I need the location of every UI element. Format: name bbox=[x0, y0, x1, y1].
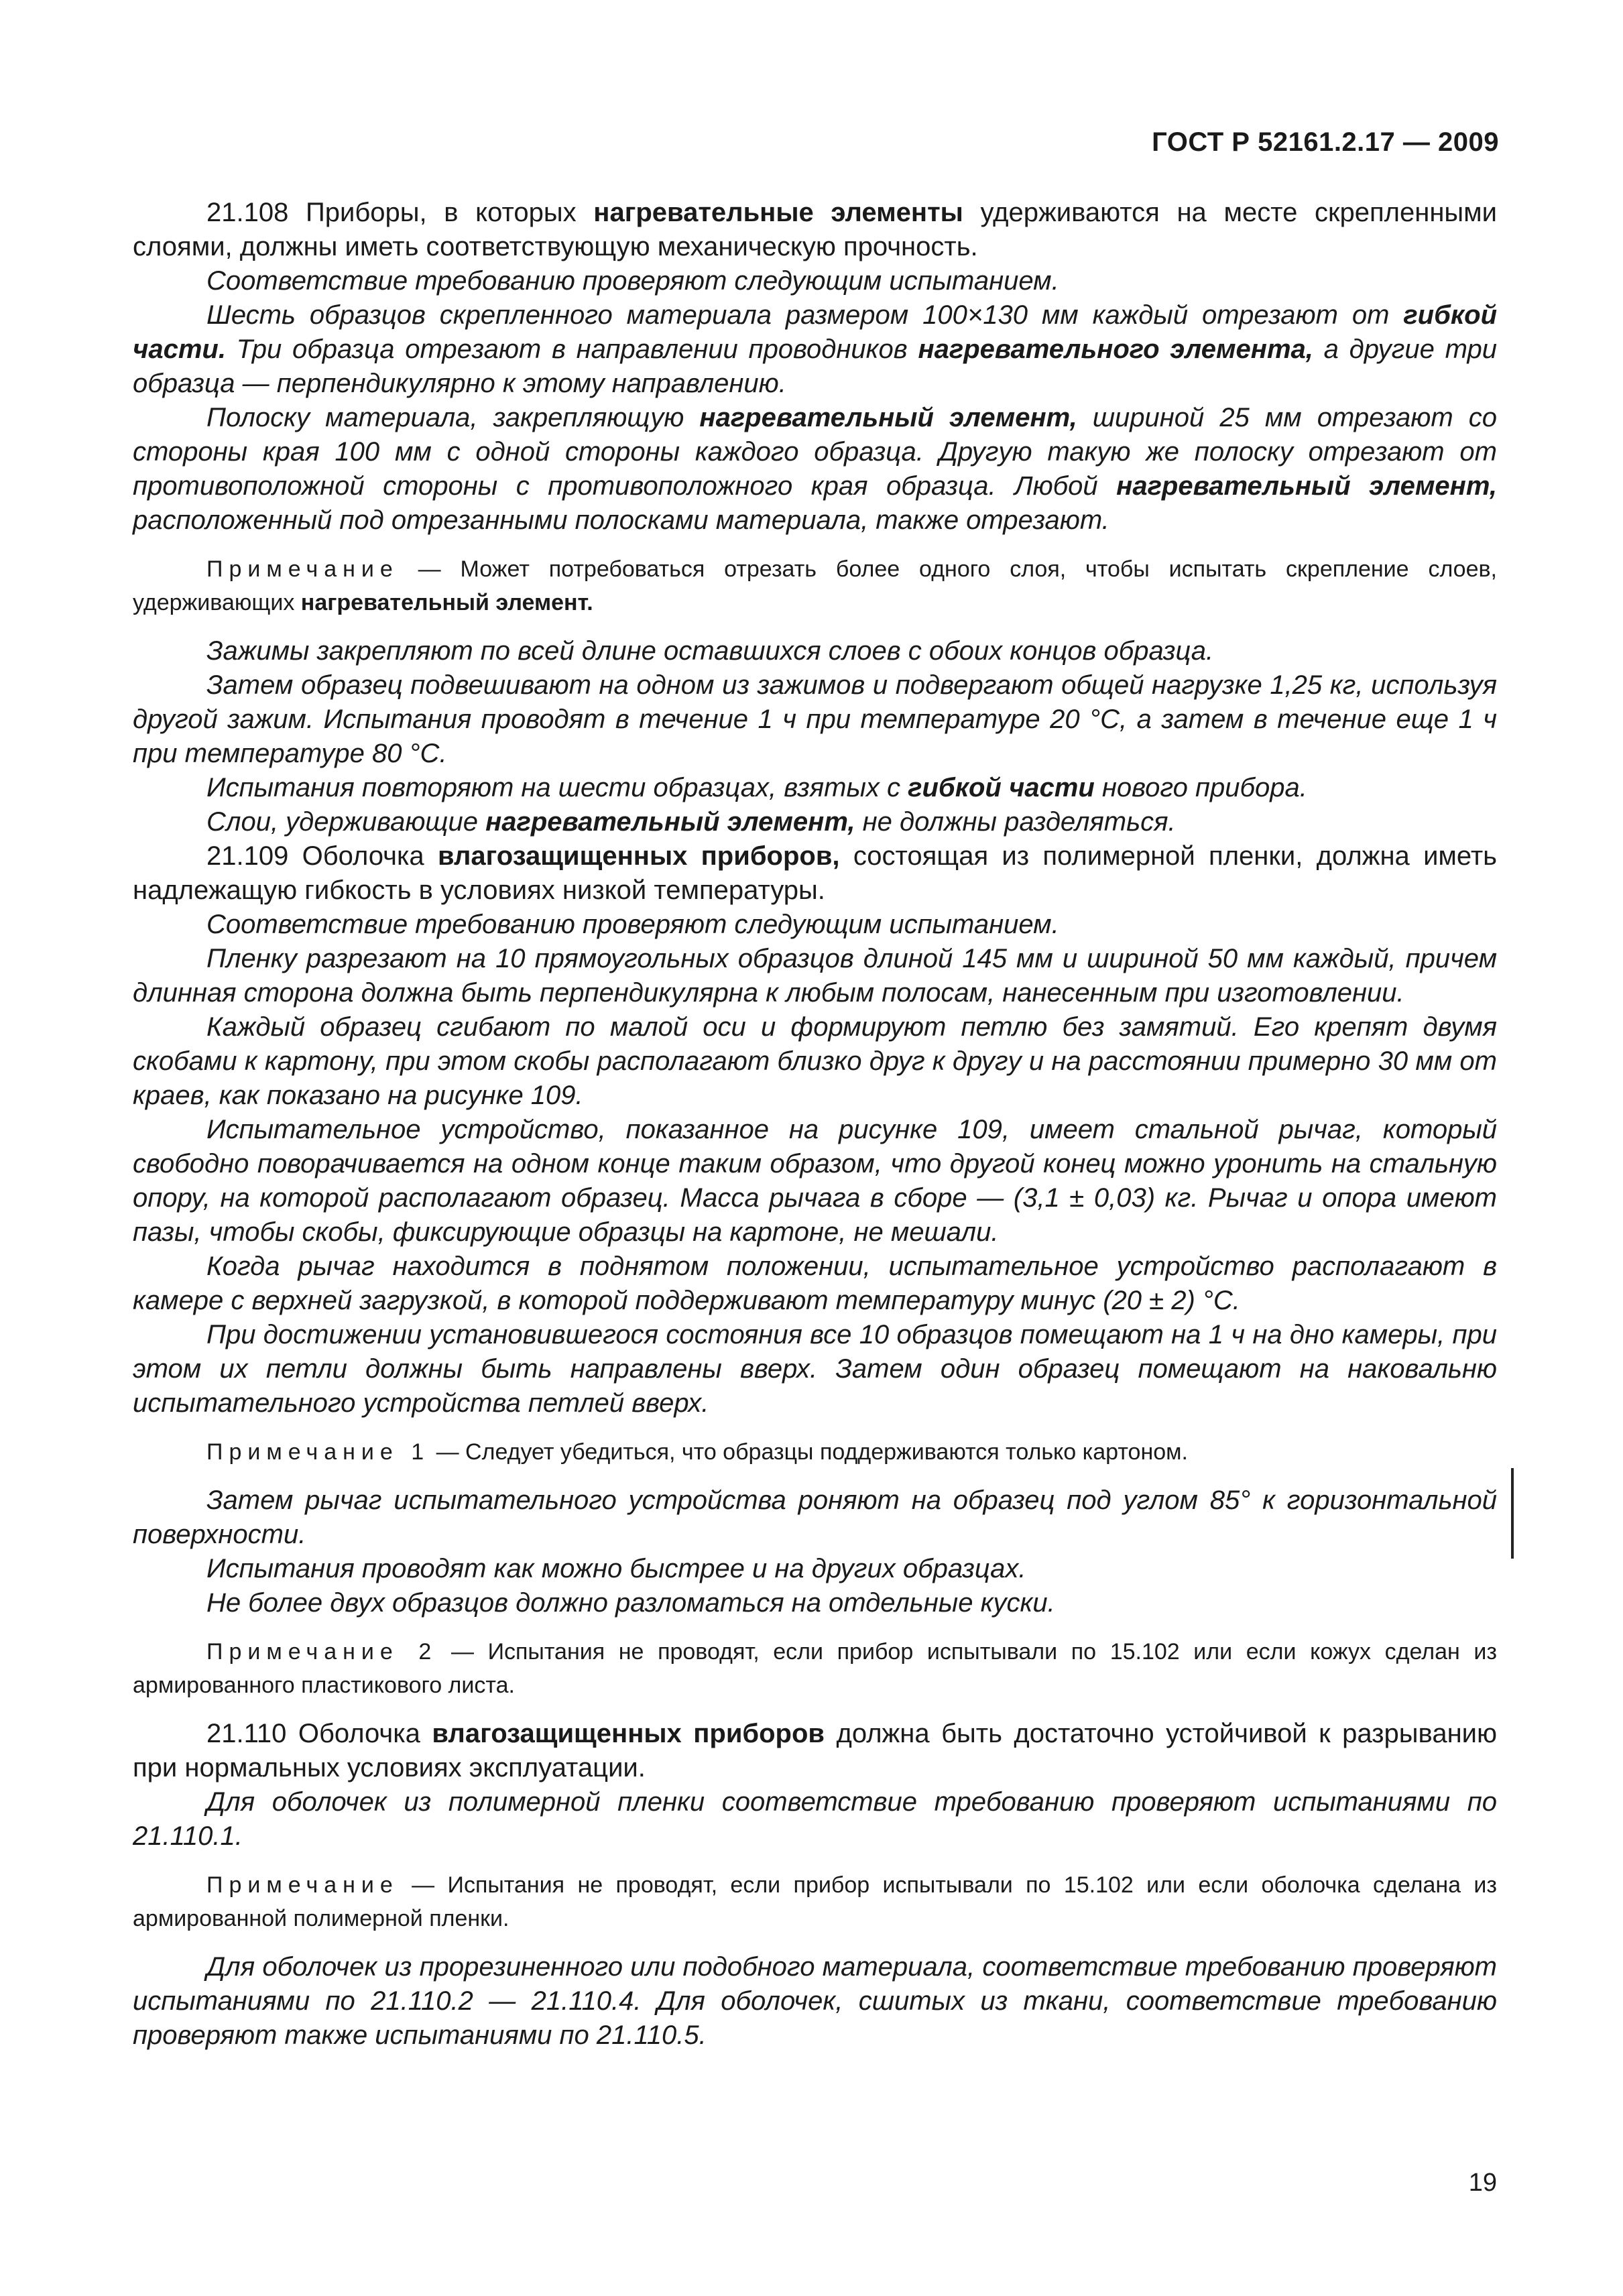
break-criterion-text: Не более двух образцов должно разломаться на отдельные куски. bbox=[206, 1588, 1055, 1618]
test-device-text: Испытательное устройство, показанное на рисунке 109, имеет стальной рычаг, который свободно поворачивается на одном конце таким образом, что другой конец можно уронить на стальную опору, на которой располагают образец. Масса рычага в сборе — (3,1 ± 0,03) кг. Рычаг и опора имеют пазы, чтобы скобы, фиксирующие образцы на картоне, не мешали. bbox=[133, 1115, 1497, 1247]
term-bold: нагревательный элемент, bbox=[1116, 471, 1497, 501]
text-run: Полоску материала, закрепляющую bbox=[206, 403, 700, 432]
term-bold: гибкой части. bbox=[133, 300, 1497, 364]
text-run: а другие три образца — перпендикулярно к этому направлению. bbox=[133, 335, 1497, 398]
load-test-text: Затем образец подвешивают на одном из зажимов и подвергают общей нагрузке 1,25 кг, используя другой зажим. Испытания проводят в течение 1 ч при температуре 20 °С, а затем в течение еще 1 ч при температуре 80 °С. bbox=[133, 670, 1497, 768]
term-bold: влагозащищенных приборов bbox=[432, 1719, 825, 1748]
document-code-header: ГОСТ Р 52161.2.17 — 2009 bbox=[1152, 127, 1499, 157]
term-bold: нагревательного элемента, bbox=[918, 335, 1313, 364]
clause-21-110 bbox=[133, 1717, 1497, 1785]
term-bold: влагозащищенных приборов, bbox=[437, 841, 840, 871]
note-film-exemption bbox=[133, 1868, 1497, 1935]
term-bold: нагревательный элемент. bbox=[300, 590, 593, 615]
clamps-text: Зажимы закрепляют по всей длине оставшихся слоев с обоих концов образца. bbox=[206, 636, 1214, 666]
text-run: — Может потребоваться отрезать более одного слоя, чтобы испытать скрепление слоев, удерживающих bbox=[133, 556, 1497, 615]
text-run: не должны разделяться. bbox=[855, 807, 1176, 837]
polymer-film-check-text: Для оболочек из полимерной пленки соответствие требованию проверяют испытаниями по 21.110.1. bbox=[133, 1787, 1497, 1851]
loop-forming-text: Каждый образец сгибают по малой оси и формируют петлю без замятий. Его крепят двумя скобами к картону, при этом скобы располагают близко друг к другу и на расстоянии примерно 30 мм от краев, как показано на рисунке 109. bbox=[133, 1012, 1497, 1110]
text-run: — Испытания не проводят, если прибор испытывали по 15.102 или если кожух сделан из армированного пластикового листа. bbox=[133, 1639, 1497, 1698]
text-run: удерживаются на месте скрепленными слоями, должны иметь соответствующую механическую прочность. bbox=[133, 198, 1497, 261]
note-label: Примечание bbox=[206, 1872, 399, 1898]
layers-requirement-text bbox=[133, 805, 1497, 839]
text-run: должна быть достаточно устойчивой к разрыванию при нормальных условиях эксплуатации. bbox=[133, 1719, 1498, 1783]
text-run: — Испытания не проводят, если прибор испытывали по 15.102 или если оболочка сделана из армированной полимерной пленки. bbox=[133, 1872, 1497, 1931]
note-label: Примечание 2 bbox=[206, 1639, 438, 1665]
text-run: Слои, удерживающие bbox=[206, 807, 486, 837]
term-bold: гибкой части bbox=[908, 773, 1095, 802]
lever-drop-text: Затем рычаг испытательного устройства роняют на образец под углом 85° к горизонтальной поверхности. bbox=[133, 1486, 1497, 1549]
compliance-check-text: Соответствие требованию проверяют следующим испытанием. bbox=[206, 910, 1059, 939]
clause-21-108 bbox=[133, 196, 1497, 264]
compliance-check-text: Соответствие требованию проверяют следующим испытанием. bbox=[206, 266, 1059, 296]
note-2-exemption bbox=[133, 1635, 1497, 1702]
sample-cutting-text bbox=[133, 298, 1497, 401]
text-run: 21.109 Оболочка bbox=[206, 841, 438, 871]
term-bold: нагревательный элемент, bbox=[699, 403, 1077, 432]
text-run: 21.108 Приборы, в которых bbox=[206, 198, 594, 227]
term-bold: нагревательные элементы bbox=[593, 198, 963, 227]
rubberized-check-text: Для оболочек из прорезиненного или подобного материала, соответствие требованию проверяют испытаниями по 21.110.2 — 21.110.4. Для оболочек, сшитых из ткани, соответствие требованию проверяют также испытаниями по 21.110.5. bbox=[133, 1952, 1497, 2050]
clause-21-109 bbox=[133, 839, 1497, 908]
text-run: нового прибора. bbox=[1094, 773, 1307, 802]
text-run: Три образца отрезают в направлении проводников bbox=[225, 335, 918, 364]
strip-cutting-text bbox=[133, 401, 1497, 538]
note-label: Примечание 1 bbox=[206, 1439, 430, 1465]
note-label: Примечание bbox=[206, 556, 399, 582]
repeat-test-text bbox=[133, 771, 1497, 805]
text-run: состоящая из полимерной пленки, должна иметь надлежащую гибкость в условиях низкой температуры. bbox=[133, 841, 1497, 905]
text-run: Испытания повторяют на шести образцах, взятых с bbox=[206, 773, 908, 802]
chamber-text: Когда рычаг находится в поднятом положении, испытательное устройство располагают в камере с верхней загрузкой, в которой поддерживают температуру минус (20 ± 2) °С. bbox=[133, 1252, 1497, 1315]
page-content bbox=[133, 196, 1497, 2053]
note-layers bbox=[133, 552, 1497, 619]
text-run: — Следует убедиться, что образцы поддерживаются только картоном. bbox=[430, 1439, 1188, 1465]
term-bold: нагревательный элемент, bbox=[485, 807, 855, 837]
film-cutting-text: Пленку разрезают на 10 прямоугольных образцов длиной 145 мм и шириной 50 мм каждый, причем длинная сторона должна быть перпендикулярна к любым полосам, нанесенным при изготовлении. bbox=[133, 944, 1497, 1008]
text-run: расположенный под отрезанными полосками материала, также отрезают. bbox=[133, 505, 1109, 535]
text-run: 21.110 Оболочка bbox=[206, 1719, 432, 1748]
steady-state-text: При достижении установившегося состояния все 10 образцов помещают на 1 ч на дно камеры, при этом их петли должны быть направлены вверх. Затем один образец помещают на наковальню испытательного устройства петлей вверх. bbox=[133, 1320, 1497, 1418]
change-bar bbox=[1511, 1468, 1514, 1559]
page-number: 19 bbox=[1468, 2169, 1497, 2197]
text-run: Шесть образцов скрепленного материала размером 100×130 мм каждый отрезают от bbox=[206, 300, 1404, 330]
note-1-cardboard bbox=[133, 1435, 1497, 1469]
text-run: шириной 25 мм отрезают со стороны края 100 мм с одной стороны каждого образца. Другую такую же полоску отрезают от противоположной стороны с противоположного края образца. Любой bbox=[133, 403, 1497, 501]
other-samples-text: Испытания проводят как можно быстрее и на других образцах. bbox=[206, 1554, 1026, 1583]
